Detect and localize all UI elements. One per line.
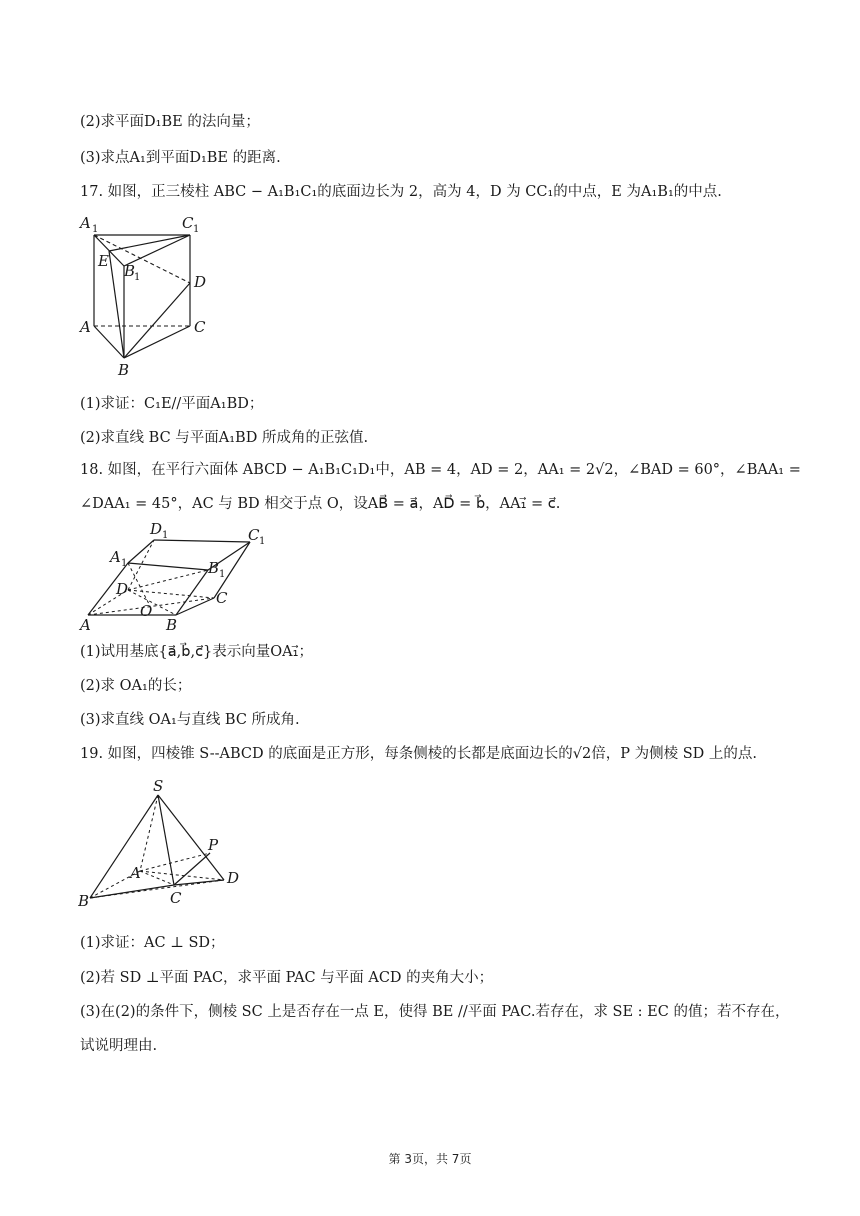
label-B1: B — [124, 262, 136, 280]
q17-part2: (2)求直线 BC 与平面A₁BD 所成角的正弦值. — [80, 430, 369, 446]
fig17-prism-diagram — [78, 208, 218, 383]
label-A1-sub: 1 — [92, 224, 99, 235]
label-B1: B — [208, 559, 220, 577]
label-B: B — [78, 892, 90, 910]
fig19-pyramid-diagram — [78, 775, 248, 915]
q17-statement: 17. 如图，正三棱柱 ABC − A₁B₁C₁的底面边长为 2，高为 4，D 为 CC₁的中点，E 为A₁B₁的中点. — [80, 184, 722, 200]
fig18-parallelepiped-diagram — [78, 518, 278, 633]
label-D: D — [227, 869, 240, 887]
q19-part2: (2)若 SD ⊥平面 PAC，求平面 PAC 与平面 ACD 的夹角大小； — [80, 970, 494, 986]
label-A1: A — [80, 214, 91, 232]
q18-part2: (2)求 OA₁的长； — [80, 678, 192, 694]
q17-part1: (1)求证：C₁E//平面A₁BD； — [80, 396, 264, 412]
q18-statement-b: ∠DAA₁ = 45°，AC 与 BD 相交于点 O，设AB⃗ = a⃗，AD⃗ = b⃗，AA₁⃗ = c⃗. — [80, 496, 561, 512]
label-C: C — [194, 318, 206, 336]
label-A: A — [80, 318, 91, 336]
label-O: O — [140, 602, 153, 620]
q19-part3-b: 试说明理由. — [80, 1038, 158, 1054]
label-A: A — [130, 864, 141, 882]
label-S: S — [153, 777, 164, 795]
label-C: C — [170, 889, 182, 907]
label-D1-sub: 1 — [162, 530, 169, 541]
label-B: B — [118, 361, 130, 379]
label-A: A — [80, 616, 91, 633]
label-B1-sub: 1 — [134, 272, 141, 283]
page-footer: 第 3页，共 7页 — [388, 1152, 472, 1166]
label-D: D — [116, 580, 129, 598]
q16-part2: (2)求平面D₁BE 的法向量； — [80, 114, 260, 130]
q18-part3: (3)求直线 OA₁与直线 BC 所成角. — [80, 712, 300, 728]
label-P: P — [208, 836, 219, 854]
label-C: C — [216, 589, 228, 607]
label-C1: C — [248, 526, 260, 544]
label-C1-sub: 1 — [259, 536, 266, 547]
label-C1: C — [182, 214, 194, 232]
q16-part3: (3)求点A₁到平面D₁BE 的距离. — [80, 150, 281, 166]
q19-part3-a: (3)在(2)的条件下，侧棱 SC 上是否存在一点 E，使得 BE //平面 PAC.若存在，求 SE : EC 的值；若不存在， — [80, 1004, 790, 1020]
q18-statement-a: 18. 如图，在平行六面体 ABCD − A₁B₁C₁D₁中，AB = 4，AD = 2，AA₁ = 2√2，∠BAD = 60°，∠BAA₁ = — [80, 462, 801, 478]
q19-part1: (1)求证：AC ⊥ SD； — [80, 935, 225, 951]
label-A1-sub: 1 — [121, 558, 128, 569]
label-D: D — [194, 273, 207, 291]
q18-part1: (1)试用基底{a⃗,b⃗,c⃗}表示向量OA₁⃗； — [80, 644, 313, 660]
label-C1-sub: 1 — [193, 224, 200, 235]
label-B: B — [166, 616, 178, 633]
label-D1: D — [150, 520, 163, 538]
label-A1: A — [110, 548, 121, 566]
label-B1-sub: 1 — [219, 569, 226, 580]
label-E: E — [98, 252, 109, 270]
q19-statement: 19. 如图，四棱锥 S--ABCD 的底面是正方形，每条侧棱的长都是底面边长的√2倍，P 为侧棱 SD 上的点. — [80, 746, 757, 762]
